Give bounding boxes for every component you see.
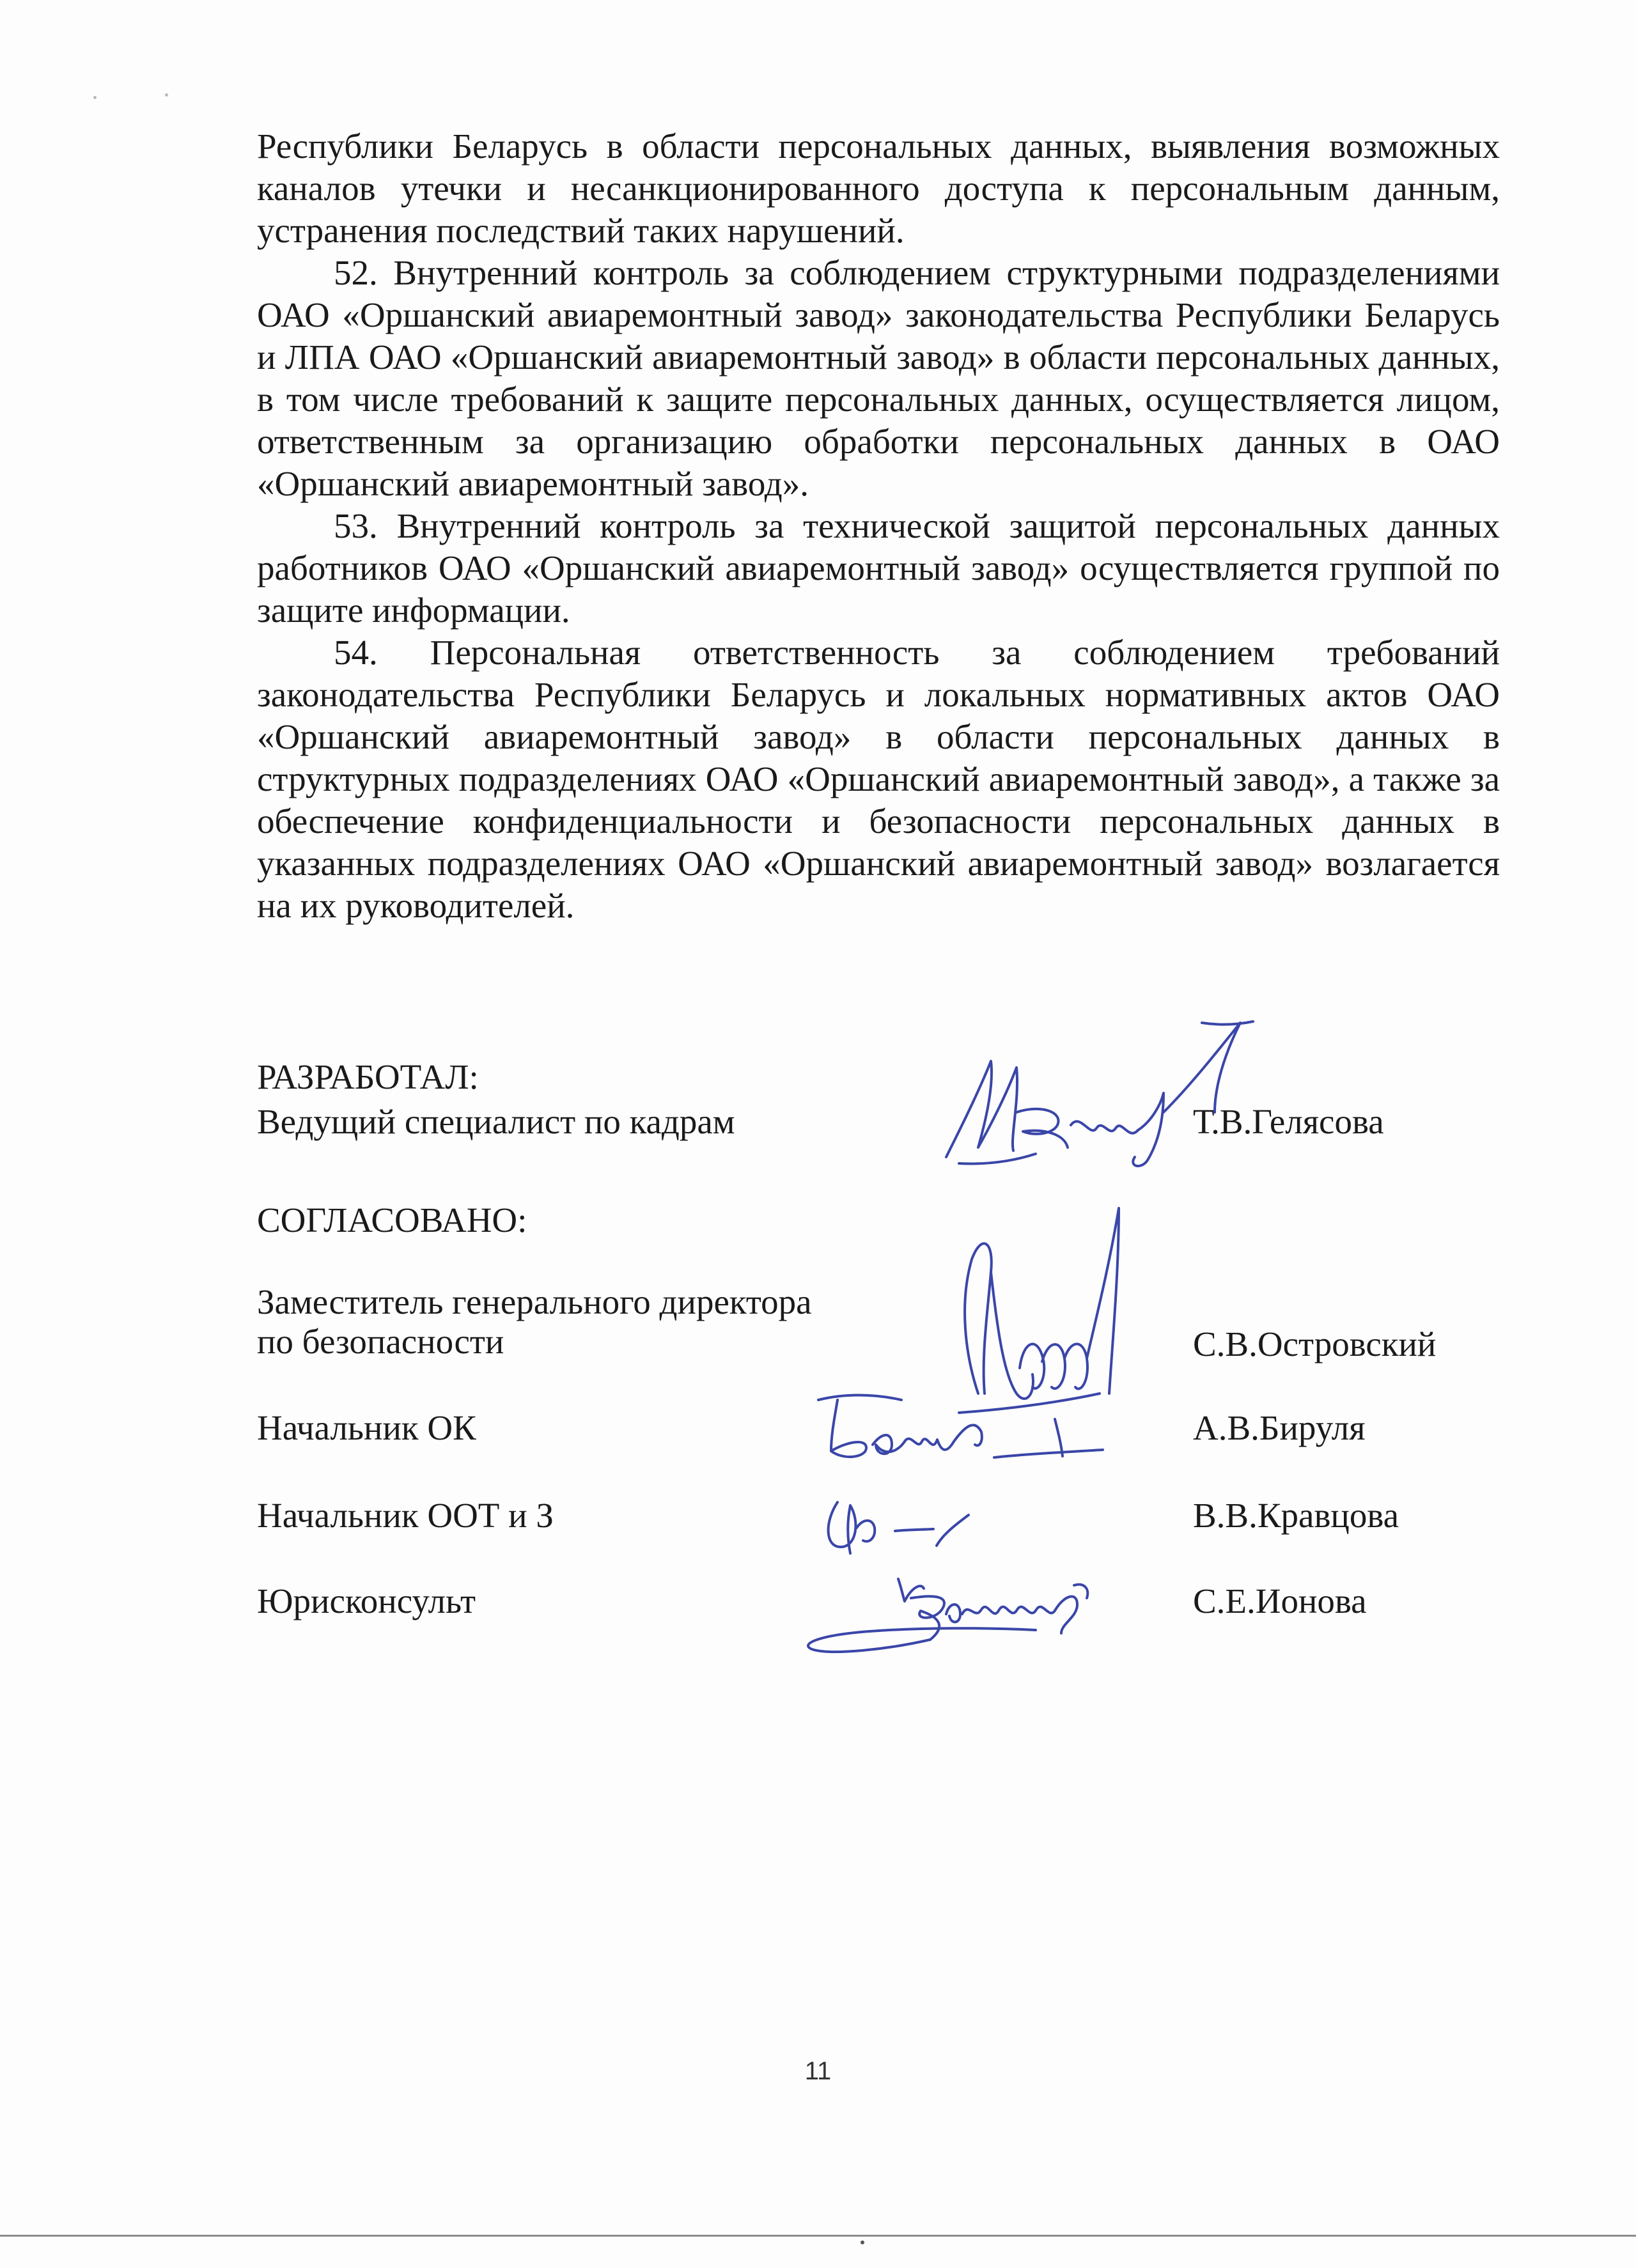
scan-mark <box>861 2241 864 2244</box>
body-text <box>257 125 1500 927</box>
approved-heading: СОГЛАСОВАНО: <box>257 1200 527 1239</box>
signatory-position-line1: Начальник ООТ и З <box>257 1496 554 1535</box>
signature-kravtsova <box>812 1477 978 1573</box>
paragraph-continuation: Республики Беларусь в области персональных данных, выявления возможных каналов утечки и несанкционированного доступа к персональным данным, устранения последствий таких нарушений. <box>257 127 1500 250</box>
scan-speck <box>165 93 168 97</box>
signatory-name: С.Е.Ионова <box>1193 1581 1367 1620</box>
paragraph-52: 52. Внутренний контроль за соблюдением структурными подразделениями ОАО «Оршанский авиаремонтный завод» законодательства Республики Беларусь и ЛПА ОАО «Оршанский авиаремонтный завод» в области персональных данных, в том числе требований к защите персональных данных, осуществляется лицом, ответственным за организацию обработки персональных данных в ОАО «Оршанский авиаремонтный завод». <box>257 253 1500 503</box>
developed-heading: РАЗРАБОТАЛ: <box>257 1057 479 1096</box>
signatory-position-line1: Начальник ОК <box>257 1408 476 1447</box>
signature-gelyasova <box>933 1016 1279 1176</box>
signatory-position-line2: по безопасности <box>257 1322 504 1361</box>
signature-birulya <box>812 1381 1106 1464</box>
signatory-name: В.В.Кравцова <box>1193 1496 1399 1535</box>
paragraph-53: 53. Внутренний контроль за технической защитой персональных данных работников ОАО «Оршанский авиаремонтный завод» осуществляется группой по защите информации. <box>257 506 1500 630</box>
signatory-name: С.В.Островский <box>1193 1324 1437 1363</box>
paragraph-54: 54. Персональная ответственность за соблюдением требований законодательства Республики Беларусь и локальных нормативных актов ОАО «Оршанский авиаремонтный завод» в области персональных данных в структурных подразделениях ОАО «Оршанский авиаремонтный завод», а также за обеспечение конфиденциальности и безопасности персональных данных в указанных подразделениях ОАО «Оршанский авиаремонтный завод» возлагается на их руководителей. <box>257 633 1500 925</box>
developed-position: Ведущий специалист по кадрам <box>257 1102 735 1141</box>
signatory-position-line1: Юрисконсульт <box>257 1581 476 1620</box>
signature-ionova <box>793 1560 1100 1668</box>
scan-speck <box>93 96 97 99</box>
signatory-name: А.В.Бируля <box>1193 1408 1366 1447</box>
signatory-position-line1: Заместитель генерального директора <box>257 1282 812 1321</box>
scan-bottom-edge <box>0 2235 1636 2237</box>
developed-name: Т.В.Гелясова <box>1193 1102 1384 1141</box>
page-number: 11 <box>804 2057 832 2085</box>
